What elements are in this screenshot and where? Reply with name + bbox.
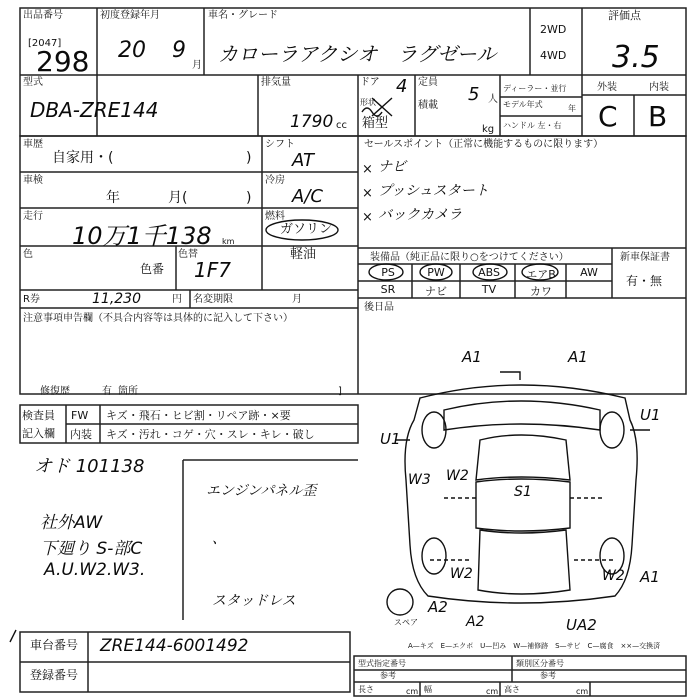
repair-value: 有 [102, 386, 112, 397]
equip-leather: カワ [530, 285, 552, 298]
name-label: 車名・グレード [208, 10, 278, 21]
load-label: 積載 [418, 100, 438, 111]
right-note-2: 、 [212, 531, 226, 547]
form-label-4: 参考 [540, 671, 556, 680]
equipment-label: 装備品（純正品に限り○をつけてください） [370, 252, 569, 263]
first-reg-month-unit: 月 [192, 60, 202, 71]
shape-value: 箱型 [362, 116, 389, 131]
shape-label: 形状 [360, 98, 376, 107]
equip-navi: ナビ [425, 285, 447, 298]
shift-value: AT [292, 150, 314, 171]
cm-unit-3: cm [576, 687, 589, 696]
first-reg-label: 初度登録年月 [100, 10, 160, 21]
fuel-gasoline: ガソリン [280, 222, 333, 237]
ac-label: 冷房 [265, 175, 285, 186]
model-code: DBA-ZRE144 [30, 98, 159, 122]
inspector-label: 検査員 [22, 409, 55, 422]
form-label-width: 幅 [424, 685, 432, 694]
model-label: 型式 [23, 77, 43, 88]
color-change-label: 色替 [178, 249, 198, 260]
interior-items: キズ・汚れ・コゲ・穴・スレ・キレ・破し [106, 428, 315, 441]
lot-label: 出品番号 [23, 10, 63, 21]
drive-4wd: 4WD [540, 49, 567, 62]
repair-close: ] [338, 386, 342, 397]
new-warranty-label: 新車保証書 [620, 252, 670, 263]
dealer-label: ディーラー・並行 [503, 84, 567, 93]
mark-a1-right: A1 [640, 568, 660, 586]
cc-unit: cc [336, 120, 347, 131]
color-no-label: 色番 [140, 262, 165, 276]
spare-label: スペア [394, 618, 418, 627]
recycle-unit: 円 [172, 294, 182, 305]
mark-u1-left: U1 [380, 430, 401, 448]
inspection-close: ) [246, 190, 252, 206]
fuel-diesel: 軽油 [290, 247, 317, 262]
usage-label: 車歴 [23, 139, 43, 150]
interior-label: 内装 [649, 82, 669, 93]
doors-label: ドア [360, 77, 380, 88]
handle-label: ハンドル 左・右 [503, 121, 562, 130]
displacement: 1790 [290, 112, 334, 132]
ac-value: A/C [292, 186, 323, 207]
mark-a1-top-right: A1 [568, 348, 588, 366]
lot-number: 298 [36, 45, 90, 78]
fw-items: キズ・飛石・ヒビ割・リペア跡・×要 [106, 409, 291, 422]
usage-close: ) [246, 150, 252, 166]
notes-label: 注意事項申告欄（不具合内容等は具体的に記入して下さい） [23, 313, 293, 324]
drive-2wd: 2WD [540, 23, 567, 36]
inspection-label: 車検 [23, 175, 43, 186]
odometer-note: オド 101138 [34, 456, 145, 477]
mark-w2-left: W2 [446, 468, 469, 484]
exterior-label: 外装 [597, 82, 617, 93]
new-warranty-value: 有・無 [626, 274, 663, 288]
mark-w2-lower-left: W2 [450, 566, 473, 582]
interior-insp-label: 内装 [70, 428, 92, 441]
mark-w2-lower-right: W2 [602, 568, 625, 584]
equip-abs: ABS [478, 266, 500, 279]
form-label-height: 高さ [504, 685, 520, 694]
cm-unit-2: cm [486, 687, 499, 696]
load-unit: kg [482, 124, 495, 135]
expiry-month: 月 [292, 294, 302, 305]
equip-ps: PS [381, 266, 395, 279]
equip-tv: TV [481, 283, 497, 296]
usage-value: 自家用・( [52, 150, 114, 166]
first-reg-month: 9 [172, 38, 186, 63]
chassis-value: ZRE144-6001492 [100, 636, 249, 656]
exterior-grade: C [598, 100, 618, 133]
sales-point-1: ナビ [378, 159, 406, 175]
score: 3.5 [612, 40, 660, 75]
score-label: 評価点 [608, 9, 641, 22]
entry-label: 記入欄 [22, 427, 55, 440]
equip-pw: PW [427, 266, 445, 279]
mileage-unit: km [222, 237, 235, 246]
car-name: カローラアクシオ ラグゼール [218, 42, 497, 66]
shift-label: シフト [265, 139, 295, 150]
displacement-label: 排気量 [261, 77, 291, 88]
repair-part: 箇所 [118, 386, 138, 397]
mark-s1: S1 [514, 484, 532, 500]
inspection-month: 月( [168, 190, 188, 206]
mark-a1-top-left: A1 [462, 348, 482, 366]
diagram-legend: A—キズ E—エクボ U—凹み W—補修跡 S—サビ C—腐食 ××—交換済 [408, 642, 661, 650]
sales-point-2: プッシュスタート [378, 183, 489, 199]
left-note-1: 社外AW [40, 513, 103, 533]
lot-sub: [2047] [28, 38, 62, 49]
form-label-1: 型式指定番号 [358, 659, 406, 668]
mark-a2-bottom: A2 [466, 614, 485, 630]
reg-label: 登録番号 [30, 668, 79, 682]
mark-a2-left: A2 [428, 598, 448, 616]
form-label-2: 参考 [380, 671, 396, 680]
equip-airbag: エアB [526, 268, 556, 281]
repair-label: 修復歴 [40, 386, 70, 397]
form-label-3: 類別区分番号 [516, 659, 564, 668]
form-label-length: 長さ [358, 685, 374, 694]
cm-unit-1: cm [406, 687, 419, 696]
recycle-value: 11,230 [92, 291, 141, 307]
model-year-label: モデル年式 [503, 100, 543, 109]
capacity-label: 定員 [418, 77, 438, 88]
right-note-3: スタッドレス [212, 593, 296, 609]
capacity: 5 [468, 84, 480, 105]
left-note-3: A.U.W2.W3. [44, 560, 146, 580]
equip-aw: AW [580, 266, 598, 279]
sales-point-marks: × × × [362, 162, 373, 225]
equip-sr: SR [380, 283, 396, 296]
sales-point-3: バックカメラ [378, 207, 462, 223]
first-reg-year: 20 [118, 38, 146, 63]
year-unit: 年 [568, 104, 576, 113]
recycle-label: R券 [23, 294, 40, 305]
left-note-2: 下廻り S-部C [40, 539, 143, 559]
chassis-label: 車台番号 [30, 638, 79, 652]
sales-points-label: セールスポイント（正常に機能するものに限ります） [364, 139, 604, 150]
color-label: 色 [23, 249, 33, 260]
mark-u1-right: U1 [640, 406, 661, 424]
mark-ua2: UA2 [566, 616, 597, 634]
mileage-value: 10万1千138 [72, 222, 212, 250]
doors: 4 [396, 76, 408, 97]
right-note-1: エンジンパネル歪 [206, 483, 317, 499]
mark-w3: W3 [408, 472, 431, 488]
fuel-label: 燃料 [265, 211, 285, 222]
fw-label: FW [71, 409, 89, 422]
inspection-year: 年 [106, 190, 120, 206]
later-install-label: 後日品 [364, 302, 394, 313]
color-no: 1F7 [194, 258, 231, 282]
mileage-label: 走行 [23, 211, 43, 222]
interior-grade: B [648, 100, 668, 133]
expiry-label: 名変期限 [193, 294, 233, 305]
capacity-unit: 人 [488, 94, 498, 105]
